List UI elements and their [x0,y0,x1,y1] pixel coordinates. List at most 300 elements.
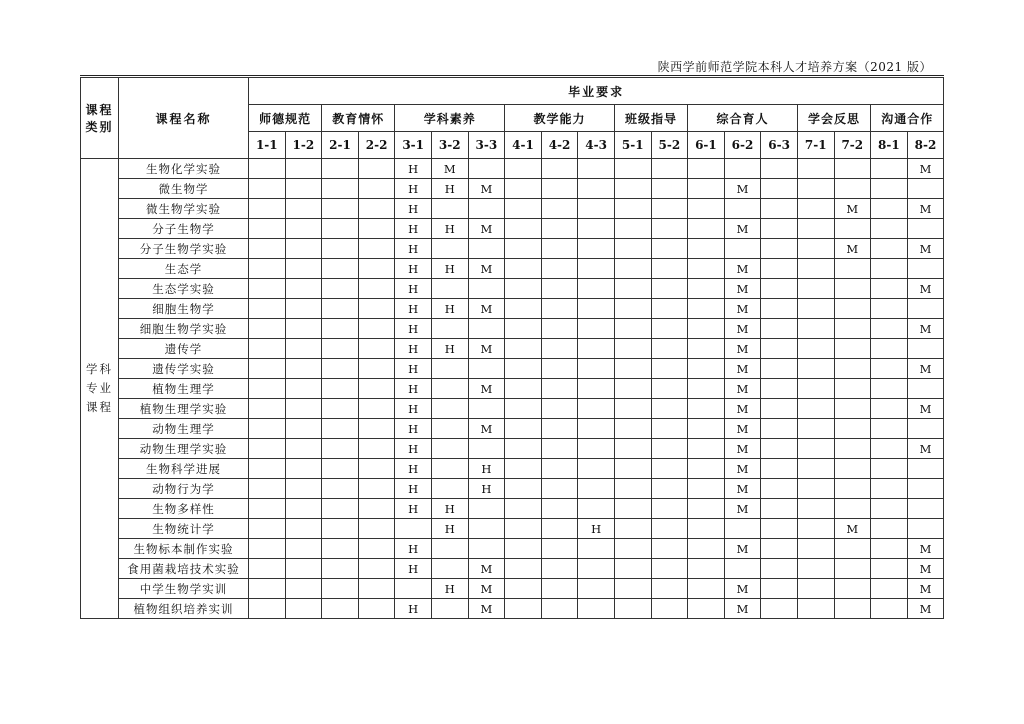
support-level-cell [431,379,468,399]
support-level-cell [907,519,944,539]
support-level-cell [651,519,688,539]
support-level-cell [871,339,908,359]
support-level-cell [468,199,505,219]
support-level-cell [871,479,908,499]
support-level-cell [614,159,651,179]
support-level-cell [468,279,505,299]
table-row [81,439,944,459]
support-level-cell: H [431,519,468,539]
course-name-cell: 遗传学 [119,339,249,359]
support-level-cell: H [578,519,615,539]
support-level-cell: M [468,339,505,359]
support-level-cell [614,199,651,219]
support-level-cell [834,459,871,479]
support-level-cell [578,579,615,599]
table-row [81,419,944,439]
support-level-cell [505,339,542,359]
course-name-cell: 动物生理学实验 [119,439,249,459]
support-level-cell [614,279,651,299]
support-level-cell [468,359,505,379]
support-level-cell [651,439,688,459]
support-level-cell [834,319,871,339]
support-level-cell [249,299,286,319]
support-level-cell [797,599,834,619]
support-level-cell [431,559,468,579]
support-level-cell [541,259,578,279]
table-row [81,239,944,259]
support-level-cell: H [431,299,468,319]
support-level-cell [541,339,578,359]
support-level-cell: H [395,379,432,399]
support-level-cell [871,439,908,459]
support-level-cell [724,239,761,259]
sub-requirement-header: 6-3 [761,132,798,159]
support-level-cell [285,379,322,399]
support-level-cell [322,519,359,539]
support-level-cell [688,439,725,459]
support-level-cell [871,219,908,239]
support-level-cell [651,399,688,419]
support-level-cell [761,559,798,579]
support-level-cell [541,159,578,179]
sub-requirement-header: 6-2 [724,132,761,159]
support-level-cell [541,279,578,299]
support-level-cell [578,219,615,239]
support-level-cell [688,459,725,479]
support-level-cell [651,199,688,219]
support-level-cell [651,599,688,619]
support-level-cell [907,299,944,319]
support-level-cell [358,179,395,199]
support-level-cell: H [395,459,432,479]
support-level-cell [578,239,615,259]
support-level-cell [322,419,359,439]
support-level-cell [249,239,286,259]
support-level-cell [797,159,834,179]
support-level-cell [322,499,359,519]
support-level-cell [761,579,798,599]
support-level-cell [724,199,761,219]
category-cell [81,159,119,619]
support-level-cell [358,159,395,179]
support-level-cell [651,479,688,499]
support-level-cell [358,539,395,559]
support-level-cell [358,319,395,339]
support-level-cell: H [395,219,432,239]
support-level-cell [431,479,468,499]
support-level-cell: H [395,359,432,379]
support-level-cell [541,539,578,559]
support-level-cell [797,299,834,319]
support-level-cell [871,159,908,179]
support-level-cell [797,379,834,399]
support-level-cell [688,359,725,379]
support-level-cell [834,359,871,379]
support-level-cell: H [431,339,468,359]
support-level-cell [834,579,871,599]
support-level-cell [285,439,322,459]
support-level-cell [285,419,322,439]
support-level-cell [797,419,834,439]
support-level-cell [797,399,834,419]
support-level-cell [578,479,615,499]
support-level-cell [834,419,871,439]
category-header [81,78,119,159]
support-level-cell [395,519,432,539]
support-level-cell [541,419,578,439]
support-level-cell [614,239,651,259]
support-level-cell [285,199,322,219]
support-level-cell [285,579,322,599]
support-level-cell: H [395,179,432,199]
support-level-cell: M [834,239,871,259]
course-name-cell: 生态学 [119,259,249,279]
support-level-cell [688,319,725,339]
support-level-cell: M [468,259,505,279]
sub-requirement-header: 5-2 [651,132,688,159]
support-level-cell [358,599,395,619]
support-level-cell [249,439,286,459]
course-name-cell: 微生物学实验 [119,199,249,219]
support-level-cell [688,299,725,319]
support-level-cell [541,359,578,379]
support-level-cell [614,539,651,559]
support-level-cell: M [907,159,944,179]
course-name-cell: 植物生理学实验 [119,399,249,419]
support-level-cell [834,379,871,399]
support-level-cell [505,279,542,299]
support-level-cell: H [395,399,432,419]
support-level-cell: M [907,359,944,379]
support-level-cell [688,539,725,559]
support-level-cell [541,179,578,199]
support-level-cell [468,399,505,419]
course-name-cell: 动物生理学 [119,419,249,439]
support-level-cell [761,459,798,479]
support-level-cell [322,219,359,239]
support-level-cell: M [724,499,761,519]
support-level-cell [761,259,798,279]
support-level-cell [651,319,688,339]
course-name-cell: 细胞生物学实验 [119,319,249,339]
group-header: 班级指导 [614,105,687,132]
sub-requirement-header: 1-2 [285,132,322,159]
support-level-cell [322,599,359,619]
support-level-cell: M [907,279,944,299]
support-level-cell [249,539,286,559]
table-row [81,499,944,519]
support-level-cell [505,199,542,219]
support-level-cell [578,539,615,559]
support-level-cell [249,419,286,439]
table-row [81,599,944,619]
support-level-cell [614,339,651,359]
support-level-cell: M [907,579,944,599]
support-level-cell [688,519,725,539]
support-level-cell [797,279,834,299]
support-level-cell [431,359,468,379]
support-level-cell [834,599,871,619]
support-level-cell [614,179,651,199]
support-level-cell [505,479,542,499]
course-name-cell: 生态学实验 [119,279,249,299]
document-header: 陕西学前师范学院本科人才培养方案（2021 版） [657,60,932,74]
group-header: 综合育人 [688,105,798,132]
support-level-cell: H [395,439,432,459]
sub-requirement-header: 7-1 [797,132,834,159]
support-level-cell [358,259,395,279]
support-level-cell [834,279,871,299]
support-level-cell [468,159,505,179]
sub-requirement-header: 4-2 [541,132,578,159]
support-level-cell [834,179,871,199]
support-level-cell [431,599,468,619]
sub-requirement-header: 3-2 [431,132,468,159]
support-level-cell [322,279,359,299]
support-level-cell [249,559,286,579]
support-level-cell [249,379,286,399]
category-line: 专业 [86,381,113,395]
support-level-cell [578,279,615,299]
support-level-cell [871,279,908,299]
support-level-cell [907,419,944,439]
support-level-cell [834,399,871,419]
support-level-cell [614,559,651,579]
support-level-cell: M [468,179,505,199]
support-level-cell [505,439,542,459]
sub-requirement-header: 7-2 [834,132,871,159]
support-level-cell [651,459,688,479]
support-level-cell [541,219,578,239]
support-level-cell [614,459,651,479]
table-row [81,319,944,339]
support-level-cell [431,539,468,559]
support-level-cell: H [468,479,505,499]
support-level-cell [651,339,688,359]
sub-requirement-header: 8-1 [871,132,908,159]
course-name-cell: 生物科学进展 [119,459,249,479]
support-level-cell: H [395,559,432,579]
sub-requirement-header: 3-1 [395,132,432,159]
support-level-cell [322,559,359,579]
support-level-cell [578,179,615,199]
support-level-cell [871,359,908,379]
support-level-cell [322,439,359,459]
support-level-cell [688,159,725,179]
support-level-cell [285,559,322,579]
support-level-cell [358,499,395,519]
sub-requirement-header: 4-1 [505,132,542,159]
category-header-line: 课程 [85,103,114,117]
support-level-cell [358,399,395,419]
support-level-cell [871,579,908,599]
support-level-cell [834,159,871,179]
support-level-cell [358,339,395,359]
support-level-cell [761,399,798,419]
support-level-cell [322,259,359,279]
support-level-cell [468,239,505,259]
support-level-cell: M [468,219,505,239]
support-level-cell [761,239,798,259]
support-level-cell [285,519,322,539]
support-level-cell [614,439,651,459]
support-level-cell [578,259,615,279]
support-level-cell [322,579,359,599]
course-name-cell: 细胞生物学 [119,299,249,319]
support-level-cell: H [468,459,505,479]
support-level-cell [871,399,908,419]
support-level-cell: M [907,559,944,579]
support-level-cell [541,499,578,519]
category-line: 课程 [86,400,113,414]
support-level-cell [322,379,359,399]
support-level-cell [505,219,542,239]
support-level-cell [651,259,688,279]
support-level-cell [688,479,725,499]
support-level-cell [871,419,908,439]
support-level-cell [578,299,615,319]
support-level-cell [285,339,322,359]
support-level-cell [578,379,615,399]
support-level-cell [797,479,834,499]
support-level-cell: M [724,599,761,619]
support-level-cell [651,359,688,379]
support-level-cell [907,179,944,199]
table-row [81,459,944,479]
support-level-cell [358,199,395,219]
support-level-cell [651,279,688,299]
support-level-cell [322,179,359,199]
course-name-cell: 分子生物学 [119,219,249,239]
support-level-cell [871,179,908,199]
support-level-cell [797,219,834,239]
table-row [81,299,944,319]
requirements-header: 毕业要求 [249,78,944,105]
support-level-cell: H [431,259,468,279]
support-level-cell [651,579,688,599]
support-level-cell [358,519,395,539]
support-level-cell: H [395,599,432,619]
support-level-cell [358,439,395,459]
group-header: 教育情怀 [322,105,395,132]
support-level-cell: M [468,579,505,599]
support-level-cell: M [724,579,761,599]
support-level-cell [505,559,542,579]
support-level-cell: M [907,439,944,459]
support-level-cell [688,339,725,359]
support-level-cell [871,199,908,219]
support-level-cell [285,479,322,499]
support-level-cell: H [395,319,432,339]
support-level-cell: H [431,579,468,599]
support-level-cell [505,239,542,259]
support-level-cell [322,459,359,479]
course-name-cell: 动物行为学 [119,479,249,499]
table-row [81,559,944,579]
support-level-cell [614,499,651,519]
support-level-cell [322,359,359,379]
support-level-cell [614,379,651,399]
support-level-cell [541,479,578,499]
support-level-cell [249,579,286,599]
support-level-cell [797,519,834,539]
support-level-cell: M [724,299,761,319]
sub-requirement-header: 2-2 [358,132,395,159]
support-level-cell [249,279,286,299]
support-level-cell [724,159,761,179]
support-level-cell [797,239,834,259]
support-level-cell [249,159,286,179]
support-level-cell [249,499,286,519]
support-level-cell [578,319,615,339]
support-level-cell [578,419,615,439]
support-level-cell [322,399,359,419]
support-level-cell [651,419,688,439]
support-level-cell [578,339,615,359]
support-level-cell [761,179,798,199]
support-level-cell [688,419,725,439]
support-level-cell [688,279,725,299]
support-level-cell [285,259,322,279]
support-level-cell [761,199,798,219]
support-level-cell [688,199,725,219]
course-name-cell: 生物化学实验 [119,159,249,179]
support-level-cell [688,499,725,519]
support-level-cell [614,219,651,239]
support-level-cell [541,319,578,339]
support-level-cell [431,319,468,339]
support-level-cell [724,559,761,579]
support-level-cell [834,219,871,239]
support-level-cell [614,399,651,419]
header-rule [80,75,944,76]
support-level-cell [541,239,578,259]
support-level-cell [797,319,834,339]
support-level-cell [871,379,908,399]
support-level-cell [431,399,468,419]
support-level-cell [358,479,395,499]
course-name-cell: 食用菌栽培技术实验 [119,559,249,579]
support-level-cell [614,519,651,539]
support-level-cell [249,259,286,279]
support-level-cell [797,499,834,519]
course-name-cell: 生物多样性 [119,499,249,519]
support-level-cell [358,459,395,479]
support-level-cell [322,319,359,339]
support-level-cell [797,259,834,279]
support-level-cell [249,179,286,199]
support-level-cell [285,219,322,239]
support-level-cell [249,339,286,359]
support-level-cell [761,159,798,179]
table-row [81,179,944,199]
support-level-cell [249,319,286,339]
course-name-cell: 生物标本制作实验 [119,539,249,559]
support-level-cell [285,299,322,319]
support-level-cell [688,579,725,599]
support-level-cell [834,299,871,319]
support-level-cell [541,379,578,399]
support-level-cell [541,599,578,619]
table-row [81,539,944,559]
support-level-cell: M [468,559,505,579]
support-level-cell [395,579,432,599]
support-level-cell [761,299,798,319]
support-level-cell [285,159,322,179]
support-level-cell [505,539,542,559]
support-level-cell [505,499,542,519]
header-row-1 [81,78,944,105]
